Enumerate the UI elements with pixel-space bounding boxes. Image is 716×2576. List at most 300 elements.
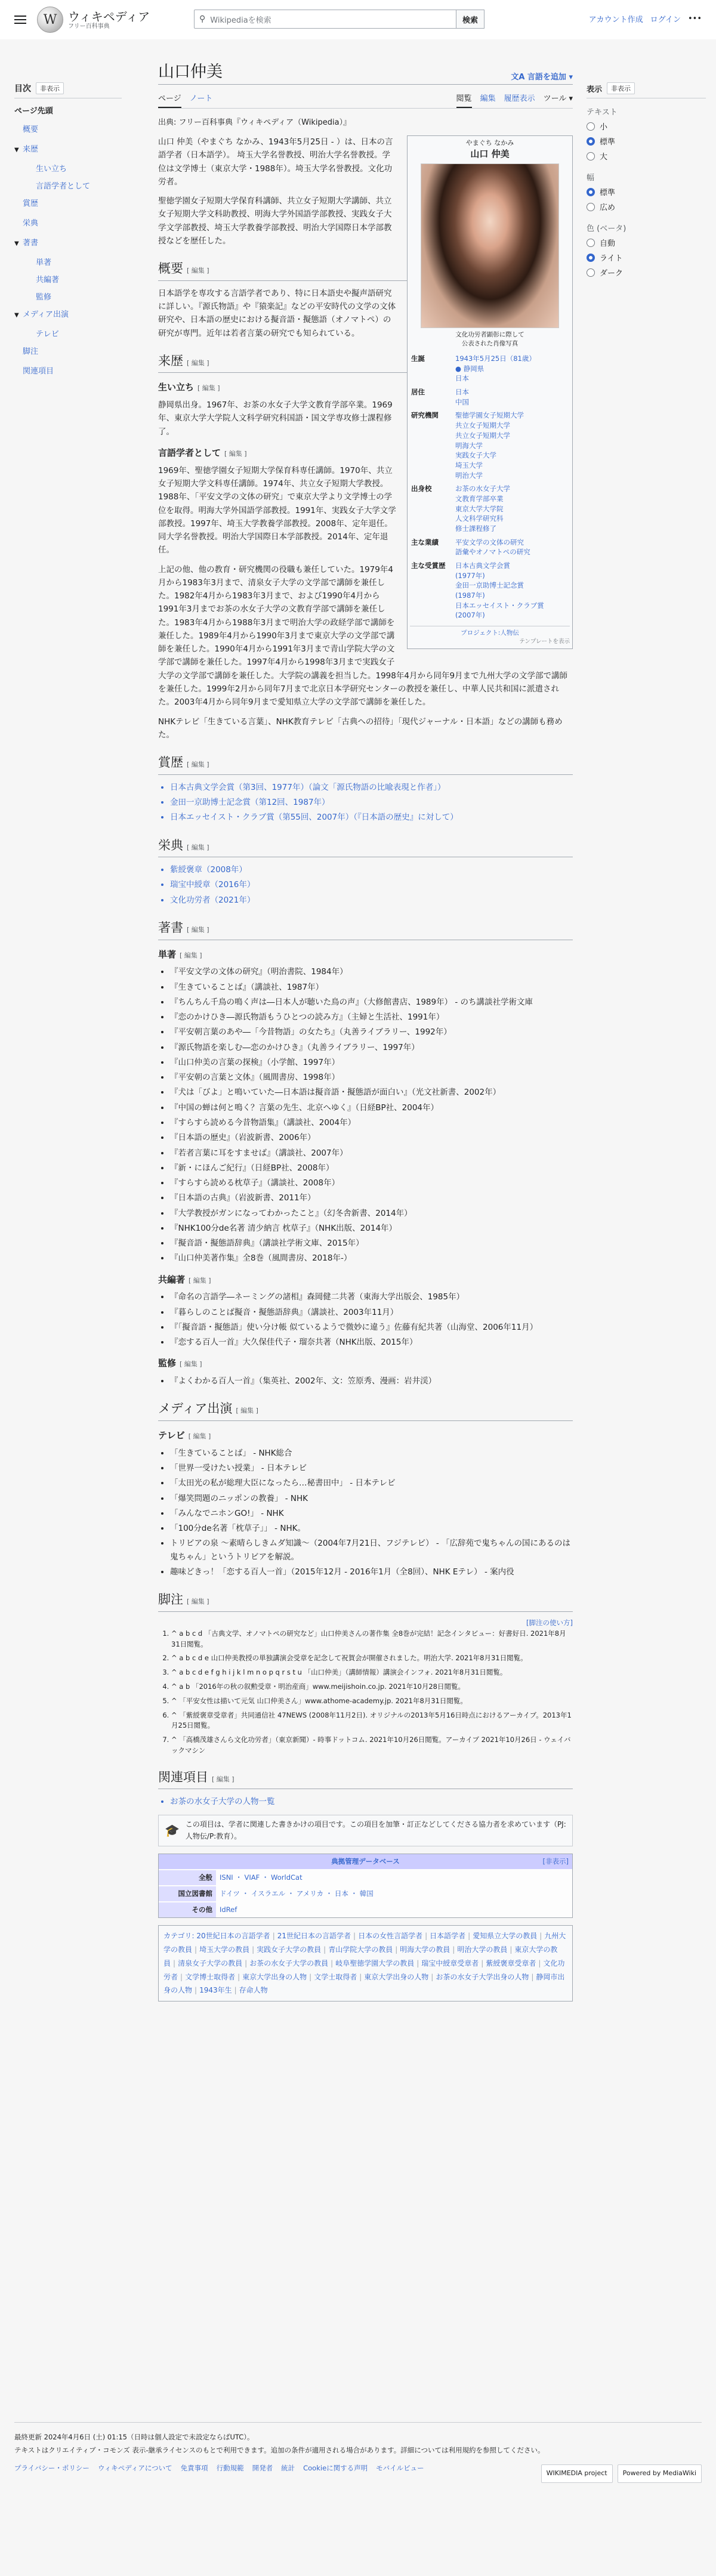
heading-tv: テレビ [ 編集 ] [158,1430,211,1441]
coedit-item[interactable]: • 『命名の言語学―ネーミングの諸相』森岡健二共著（東海大学出版会、1985年） [170,1290,573,1304]
category-separator: | [359,1972,362,1981]
book-item[interactable]: • 『擬音語・擬態語辞典』（講談社学術文庫、2015年） [170,1237,573,1250]
book-item[interactable]: • 『すらすら読める枕草子』（講談社、2008年） [170,1176,573,1190]
category-link[interactable]: 21世紀日本の言語学者 [277,1932,351,1941]
radio-button[interactable] [587,268,595,277]
footer-link[interactable]: Cookieに関する声明 [303,2463,368,2472]
toc-item[interactable] [14,217,122,228]
honors-list [158,863,573,907]
appearance-group-label: 色 (ベータ) [587,224,626,233]
reference-item[interactable]: 1. ^ a b c d 「古典文学、オノマトペの研究など」山口仲美さんの著作集 全8巻が完結！記念インタビュー：好書好日. 2021年8月31日閲覧。 [171,1629,573,1650]
honor-item[interactable]: • 文化功労者（2021年） [170,894,573,907]
stub-text: この項目は、学者に関連した書きかけの項目です。この項目を加筆・訂正などしてくださる協力者を求めています（PJ:人物伝/P:教育）。 [185,1820,566,1840]
book-item[interactable]: • 『恋のかけひき―源氏物語もうひとつの読み方』（主婦と生活社、1991年） [170,1011,573,1024]
supervise-list [158,1375,573,1388]
coedit-item[interactable]: • 『暮らしのことば擬音・擬態語辞典』（講談社、2003年11月） [170,1306,573,1319]
category-separator: | [195,1986,197,1995]
book-item[interactable]: • 『平安朝言葉のあや―「今昔物語」の女たち』（丸善ライブラリー、1992年） [170,1026,573,1039]
category-link[interactable]: お茶の水女子大学出身の人物 [436,1972,529,1981]
appearance-option-label: 広め [600,203,616,212]
edit-link[interactable]: [ 編集 ] [212,1775,234,1783]
add-language-label: 言語を追加 [527,73,566,82]
infobox-value-line[interactable]: 日本 [455,374,469,383]
search-form [194,10,484,29]
toc-item[interactable] [14,365,122,376]
toc-item-label: 来歴 [23,145,39,154]
search-button[interactable]: 検索 [456,10,484,29]
category-link[interactable]: 岐阜聖徳学園大学の教員 [335,1959,415,1967]
toc-list [14,123,122,376]
category-separator: | [539,1932,542,1941]
toc-item-label: 脚注 [23,347,39,356]
infobox-key: 主な業績 [411,538,439,546]
appearance-group [587,106,706,162]
infobox-ruby: やまぐち なかみ [465,139,514,147]
category-separator: | [395,1945,398,1954]
search-input[interactable] [194,10,456,29]
category-separator: | [510,1945,513,1954]
source-note: 出典: フリー百科事典『ウィキペディア（Wikipedia）』 [158,118,351,127]
edit-link[interactable]: [ 編集 ] [187,843,209,851]
radio-button[interactable] [587,188,595,196]
coedit-item[interactable]: • 『「擬音語・擬態語」使い分け帳 似ているようで微妙に違う』佐藤有紀共著（山海堂、2006年11月） [170,1321,573,1334]
infobox-value-line[interactable]: 埼玉大学 [455,461,483,470]
awards-list [158,781,573,824]
heading-books: 単著 [ 編集 ] [158,949,202,960]
infobox-value-line[interactable]: 語彙やオノマトペの研究 [455,548,530,557]
toc-item[interactable] [14,256,122,267]
infobox-value-line[interactable]: 明治大学 [455,471,483,480]
award-item[interactable]: • 金田一京助博士記念賞（第12回、1987年） [170,796,573,809]
book-item[interactable]: • 『日本語の歴史』（岩波新書、2006年） [170,1131,573,1144]
infobox-rows [410,352,570,622]
appearance-option[interactable] [587,121,706,132]
footer-link[interactable]: 統計 [281,2463,295,2472]
category-separator: | [245,1959,248,1967]
footer-last-modified: 最終更新 2024年4月6日 (土) 01:15（日時は個人設定で未設定ならばUTC）。 [14,2433,254,2441]
notes-usage-link[interactable]: [脚注の使い方] [526,1618,573,1627]
category-link[interactable]: 日本の女性言語学者 [358,1932,423,1941]
overview-text: 日本語学を専攻する言語学者であり、特に日本語史や擬声語研究に詳しい。『源氏物語』や『猿楽記』などの平安時代の文学の文体研究や、日本語の歴史における擬音語・擬態語（オノマトペ）の研究が専門。近年は若者言葉の研究でも知られている。 [158,288,396,338]
appearance-title: 表示 [587,85,603,94]
tv-item[interactable]: • 趣味どきっ！「恋する百人一首」（2015年12月 - 2016年1月（全8回）、NHK Eテレ） - 案内役 [170,1565,573,1579]
toc-item-label: メディア出演 [23,310,69,319]
infobox-value [455,561,569,620]
category-separator: | [309,1972,312,1981]
linguist-text-2: 上記の他、他の教育・研究機関の役職も兼任していた。1979年4月から1983年3月まで、清泉女子大学の文学部で講師を兼任した。1982年4月から1983年3月まで、および1990年4月から1991年3月までお茶の水女子大学の文教育学部で講師を兼任した。1983年4月から1988年3月まで明治大学の政経学部で講師を兼任した。1989年4月から1990年3月まで東京大学の文学部で講師を兼任した。1990年4月から1991年3月まで青山学院大学の文学部で講師を兼任した。1997年4月から1998年3月まで実践女子大学の文学部で講師を兼任した。大学院の講義を担当した。1998年4月から同年9月まで九州大学の文学部で講師を兼任した。1999年2月から同年7月まで北京日本学研究センターの教授を兼任し、中華人民共和国に派遣された。2003年4月から同年9月まで愛知県立大学の文学部で講師を兼任した。 [158,564,568,708]
infobox-project-link[interactable]: プロジェクト:人物伝 [410,626,570,638]
book-item[interactable]: • 『若者言葉に耳をすませば』（講談社、2007年） [170,1147,573,1160]
category-separator: | [481,1959,484,1967]
tab-history[interactable]: 履歴表示 [504,94,535,103]
toc-item[interactable] [14,180,122,191]
coedit-list [158,1290,573,1349]
toc-item-label: 共編著 [36,276,60,285]
heading-linguist: 言語学者として [ 編集 ] [158,447,247,459]
toc-item[interactable] [14,291,122,302]
category-link[interactable]: 20世紀日本の言語学者 [196,1932,270,1941]
navbox-toggle[interactable]: [非表示] [542,1857,569,1866]
book-item[interactable]: • 『中国の蝉は何と鳴く？言葉の先生、北京へゆく』（日経BP社、2004年） [170,1101,573,1114]
footer-link[interactable]: 免責事項 [180,2463,208,2472]
appearance-groups [587,106,706,278]
footer-link[interactable]: プライバシー・ポリシー [14,2463,90,2472]
category-items [163,1932,566,1994]
category-separator: | [353,1932,356,1941]
edit-link[interactable]: [ 編集 ] [187,1598,209,1606]
category-link[interactable]: 紫綬褒章受章者 [486,1959,536,1967]
infobox-row [410,409,570,482]
edit-link[interactable]: [ 編集 ] [224,450,247,458]
book-item[interactable]: • 『平安文学の文体の研究』（明治書院、1984年） [170,965,573,978]
infobox-row [410,385,570,409]
infobox-value [455,538,569,557]
tv-list [158,1447,573,1579]
toc-item-label: テレビ [36,330,59,339]
infobox-key: 生誕 [411,354,425,363]
category-link[interactable]: 東京大学出身の人物 [242,1972,307,1981]
category-link[interactable]: 東京大学の教員 [163,1945,558,1967]
infobox-value [455,410,569,480]
infobox-template-link[interactable]: テンプレートを表示 [519,638,570,645]
edit-link[interactable]: [ 編集 ] [197,384,220,393]
toc-item-label: 言語学者として [36,182,91,191]
category-separator: | [252,1945,255,1954]
infobox-value-line[interactable]: 日本 [455,388,469,397]
infobox-value-line[interactable]: 明海大学 [455,441,483,450]
radio-button[interactable] [587,254,595,262]
reference-item[interactable]: 4. ^ a b 「2016年の秋の叙勲受章・明治産商」www.meijishoin.co.jp. 2021年10月28日閲覧。 [171,1682,573,1692]
infobox-value-line[interactable]: 共立女子短期大学 [455,421,510,430]
create-account-link[interactable]: アカウント作成 [588,16,643,24]
upbringing-text: 静岡県出身。1967年、お茶の水女子大学文教育学部卒業。1969年、東京大学大学院人文科学研究科国語・国文学専攻修士課程修了。 [158,400,393,437]
tools-dropdown[interactable]: ツール ▾ [543,94,573,103]
menu-icon[interactable] [14,16,26,24]
wikimedia-badge[interactable]: WIKIMEDIA project [541,2464,613,2483]
appearance-option-label: 小 [600,123,608,132]
footer-license: テキストはクリエイティブ・コモンズ 表示-継承ライセンスのもとで利用できます。追加の条件が適用される場合があります。詳細については利用規約を参照してください。 [14,2445,545,2454]
page-tabs [158,88,573,109]
edit-link[interactable]: [ 編集 ] [188,1432,211,1441]
infobox-value-line[interactable]: (1987年) [455,591,485,600]
category-link[interactable]: 1943年生 [199,1986,232,1995]
infobox-value-line[interactable]: (1977年) [455,571,485,580]
infobox-key: 出身校 [411,484,432,493]
category-separator: | [468,1932,471,1941]
footer-link[interactable]: 行動規範 [216,2463,244,2472]
category-link[interactable]: 日本語学者 [430,1932,466,1941]
coedit-item[interactable]: • 『恋する百人一首』大久保佳代子・瑠奈共著（NHK出版、2015年） [170,1336,573,1349]
book-item[interactable]: • 『新・にほんご紀行』（日経BP社、2008年） [170,1162,573,1175]
category-box [158,1925,573,2002]
category-link[interactable]: 九州大学の教員 [163,1932,566,1954]
toc-item-label: 概要 [23,125,39,134]
appearance-option[interactable] [587,135,706,147]
toc-item-label: 監修 [36,293,52,302]
infobox-value [455,354,569,384]
category-link[interactable]: お茶の水女子大学の教員 [249,1959,329,1967]
related-list [158,1795,573,1808]
appearance-option-label: 大 [600,153,608,162]
edit-link[interactable]: [ 編集 ] [187,359,209,367]
edit-link[interactable]: [ 編集 ] [180,1360,202,1369]
edit-link[interactable]: [ 編集 ] [189,1276,211,1284]
category-link[interactable]: 文学士取得者 [314,1972,357,1981]
infobox-value-line[interactable]: 日本古典文学会賞 [455,561,510,570]
toc-item[interactable] [14,197,122,208]
infobox-value-line[interactable]: 人文科学研究科 [455,514,504,523]
infobox-name: 山口 仲美 [470,148,510,159]
appearance-group-label: 幅 [587,174,595,183]
reference-item[interactable]: 5. ^ 「平安女性は描いて元気 山口仲美さん」www.athome-academy.jp. 2021年8月31日閲覧。 [171,1696,573,1707]
infobox-row [410,352,570,385]
reference-item[interactable]: 2. ^ a b c d e 山口仲美教授の単独講演会受章を記念して祝賀会が開催されました。明治大学. 2021年8月31日閲覧。 [171,1653,573,1664]
category-separator: | [180,1972,183,1981]
heading-overview: 概要 [ 編集 ] [158,258,573,281]
supervise-item[interactable]: • 『よくわかる百人一首』（集英社、2002年、文：笠原秀、漫画：岩井渓） [170,1375,573,1388]
infobox-value-line[interactable]: 文教育学部卒業 [455,494,504,503]
infobox-key: 研究機関 [411,411,439,420]
add-language-button[interactable]: 文A 言語を追加 ▾ [511,73,573,82]
caret-icon[interactable]: ▼ [14,312,19,319]
categories-label[interactable]: カテゴリ: [163,1932,195,1941]
award-item[interactable]: • 日本古典文学会賞（第3回、1977年）（論文「源氏物語の比喩表現と作者」） [170,781,573,794]
heading-related: 関連項目 [ 編集 ] [158,1767,573,1790]
infobox-value-line[interactable]: 日本エッセイスト・クラブ賞 [455,601,544,610]
appearance-option-label: 標準 [600,138,616,147]
appearance-group [587,171,706,212]
caret-icon[interactable]: ▼ [14,147,19,153]
appearance-option-label: ダーク [600,269,624,278]
category-link[interactable]: 清泉女子大学の教員 [178,1959,243,1967]
category-separator: | [416,1959,419,1967]
radio-button[interactable] [587,122,595,131]
toc-item[interactable] [14,123,122,134]
toc-item[interactable] [14,162,122,174]
book-item[interactable]: • 『山口仲美の言葉の探検』（小学館、1997年） [170,1056,573,1069]
tv-item[interactable]: • 「生きていることば」 - NHK総合 [170,1447,573,1460]
related-item[interactable]: • お茶の水女子大学の人物一覧 [170,1795,573,1808]
toc-item-label: 単著 [36,258,52,267]
infobox-value-line[interactable]: お茶の水女子大学 [455,484,510,493]
toc-item-label: 栄典 [23,219,39,228]
footer-link[interactable]: モバイルビュー [376,2463,424,2472]
edit-link[interactable]: [ 編集 ] [187,925,209,934]
book-item[interactable]: • 『大学教授がガンになってわかったこと』（幻冬舎新書、2014年） [170,1207,573,1220]
user-links [589,13,702,24]
logo-title: ウィキペディア [68,9,150,24]
award-item[interactable]: • 日本エッセイスト・クラブ賞（第55回、2007年）（『日本語の歴史』に対して） [170,811,573,824]
login-link[interactable]: ログイン [650,16,681,24]
toc-item[interactable] [14,273,122,285]
linguist-text-3: NHKテレビ「生きている言葉」、NHK教育テレビ「古典への招待」「現代ジャーナル・日本語」などの講師も務めた。 [158,716,563,740]
category-separator: | [237,1972,240,1981]
tv-item[interactable]: • 「太田光の私が総理大臣になったら…秘書田中」 - 日本テレビ [170,1477,573,1490]
infobox-caption: 文化功労者顕彰に際して 公表された肖像写真 [455,331,524,347]
heading-history: 来歴 [ 編集 ] [158,351,573,373]
books-list [158,965,573,1265]
category-link[interactable]: 埼玉大学の教員 [199,1945,250,1954]
toc-item[interactable] [14,328,122,339]
book-item[interactable]: • 『山口仲美著作集』全8巻（風間書房、2018年-） [170,1252,573,1265]
appearance-option[interactable] [587,267,706,278]
heading-honors: 栄典 [ 編集 ] [158,835,573,858]
tv-item[interactable]: • 「みんなでニホンGO!」 - NHK [170,1507,573,1520]
heading-media: メディア出演 [ 編集 ] [158,1398,573,1421]
edit-link[interactable]: [ 編集 ] [187,267,209,275]
book-item[interactable]: • 『生きていることば』（講談社、1987年） [170,981,573,994]
toc-title: 目次 [14,84,31,94]
tv-item[interactable]: • 「世界一受けたい授業」 - 日本テレビ [170,1462,573,1475]
reference-item[interactable]: 6. ^ 「紫綬褒章受章者」共同通信社 47NEWS (2008年11月2日). オリジナルの2013年5月16日時点におけるアーカイブ。2013年1月25日閲覧。 [171,1710,573,1732]
heading-coedit: 共編著 [ 編集 ] [158,1274,211,1285]
category-link[interactable]: 文学博士取得者 [185,1972,236,1981]
book-item[interactable]: • 『犬は「びよ」と鳴いていた―日本語は擬音語・擬態語が面白い』（光文社新書、2002年） [170,1086,573,1099]
toc-item[interactable] [14,236,122,248]
infobox [407,135,573,649]
radio-button[interactable] [587,152,595,160]
reference-item[interactable]: 3. ^ a b c d e f g h i j k l m n o p q r s t u 「山口仲美」（講師情報）講演会インフォ. 2021年8月31日閲覧。 [171,1667,573,1678]
category-link[interactable]: 愛知県立大学の教員 [473,1932,538,1941]
book-item[interactable]: • 『すらすら読める今昔物語集』（講談社、2004年） [170,1116,573,1129]
book-item[interactable]: • 『NHK100分de名著 清少納言 枕草子』（NHK出版、2014年） [170,1222,573,1235]
portrait-photo[interactable] [421,163,559,328]
category-link[interactable]: 存命人物 [239,1986,268,1995]
edit-link[interactable]: [ 編集 ] [180,951,202,959]
infobox-value-line[interactable]: 共立女子短期大学 [455,431,510,440]
heading-supervise: 監修 [ 編集 ] [158,1358,202,1369]
infobox-value-line[interactable]: 平安文学の文体の研究 [455,538,524,546]
infobox-value-line[interactable]: ● 静岡県 [455,364,484,373]
page-title: 山口仲美 [158,63,223,81]
toc-hide-button[interactable]: 非表示 [36,82,64,94]
infobox-value-line[interactable]: 修士課程修了 [455,524,496,533]
category-link[interactable]: 青山学院大学の教員 [328,1945,393,1954]
infobox-value-line[interactable]: 1943年5月25日（81歳） [455,354,536,363]
toc-top-link[interactable]: ページ先頭 [14,107,53,116]
footer [14,2422,702,2475]
tv-item[interactable]: • トリビアの泉 〜素晴らしきムダ知識〜（2004年7月21日、フジテレビ） - 「広辞苑で鬼ちゃんの国にあるのは鬼ちゃん」というトリビアを解説。 [170,1537,573,1564]
tab-page[interactable]: ページ [158,88,181,108]
category-separator: | [538,1959,541,1967]
book-item[interactable]: • 『源氏物語を楽しむ―恋のかけひき』（丸善ライブラリー、1997年） [170,1041,573,1054]
edit-link[interactable]: [ 編集 ] [187,761,209,769]
tv-item[interactable]: • 「爆笑問題のニッポンの教養」 - NHK [170,1492,573,1505]
logo-subtitle: フリー百科事典 [68,23,110,30]
tab-talk[interactable]: ノート [189,94,213,103]
category-separator: | [452,1945,455,1954]
infobox-row [410,482,570,535]
more-icon[interactable]: ••• [687,14,702,23]
references [158,1618,573,1756]
graduation-cap-icon: 🎓 [165,1823,180,1838]
toc-item[interactable] [14,143,122,154]
appearance-option-label: ライト [600,254,623,263]
honor-item[interactable]: • 紫綬褒章（2008年） [170,863,573,876]
table-of-contents [14,82,122,384]
appearance-option-label: 標準 [600,189,616,197]
category-separator: | [323,1945,326,1954]
category-link[interactable]: 明治大学の教員 [457,1945,508,1954]
toc-item-label: 著書 [23,239,39,248]
navbox-value[interactable]: ドイツ ・ イスラエル ・ アメリカ ・ 日本 ・ 韓国 [220,1889,374,1898]
category-separator: | [234,1986,237,1995]
toc-item[interactable] [14,345,122,356]
category-link[interactable]: 明海大学の教員 [400,1945,450,1954]
navbox-key: その他 [159,1902,216,1917]
category-link[interactable]: 瑞宝中綬章受章者 [421,1959,479,1967]
tv-item[interactable]: • 「100分de名著「枕草子」」 - NHK。 [170,1522,573,1535]
toc-item-label: 関連項目 [23,367,54,376]
infobox-value-line[interactable]: 聖徳学園女子短期大学 [455,411,524,420]
authority-control-navbox [158,1854,573,1918]
radio-button[interactable] [587,239,595,247]
appearance-group [587,222,706,278]
appearance-option[interactable] [587,252,706,263]
toc-item[interactable] [14,308,122,319]
stub-notice [158,1815,573,1847]
category-link[interactable]: 文化功労者 [163,1959,565,1981]
infobox-value-line[interactable]: 金田一京助博士記念賞 [455,581,524,590]
mediawiki-badge[interactable]: Powered by MediaWiki [618,2464,702,2483]
logo-text[interactable] [68,10,150,30]
footer-link[interactable]: 開発者 [252,2463,273,2472]
appearance-option[interactable] [587,150,706,162]
appearance-hide-button[interactable]: 非表示 [607,82,635,94]
tab-edit[interactable]: 編集 [480,94,496,103]
edit-link[interactable]: [ 編集 ] [236,1407,258,1415]
appearance-panel [587,82,706,288]
book-item[interactable]: • 『ちんちん千鳥の鳴く声は―日本人が聴いた鳥の声』（大修館書店、1989年） - のち講談社学術文庫 [170,996,573,1009]
category-link[interactable]: 実践女子大学の教員 [257,1945,322,1954]
navbox-title[interactable]: 典拠管理データベース [331,1857,400,1866]
caret-icon[interactable]: ▼ [14,240,19,247]
category-separator: | [531,1972,534,1981]
footer-link[interactable]: ウィキペディアについて [97,2463,172,2472]
tab-read[interactable]: 閲覧 [456,88,472,108]
navbox-row [159,1901,572,1917]
appearance-option[interactable] [587,237,706,248]
book-item[interactable]: • 『平安朝の言葉と文体』（風間書房、1998年） [170,1071,573,1084]
reference-item[interactable]: 7. ^ 「高橋茂雄さんら文化功労者」（東京新聞）- 時事ドットコム. 2021年10月26日閲覧。アーカイブ 2021年10月26日 - ウェイバックマシン [171,1735,573,1756]
infobox-value-line[interactable]: 実践女子大学 [455,451,496,460]
appearance-option[interactable] [587,201,706,212]
appearance-group-label: テキスト [587,108,618,117]
infobox-value-line[interactable]: (2007年) [455,611,485,620]
main-content [158,58,573,2002]
infobox-key: 居住 [411,388,425,397]
category-separator: | [195,1945,197,1954]
book-item[interactable]: • 『日本語の古典』（岩波新書、2011年） [170,1191,573,1204]
heading-notes: 脚注 [ 編集 ] [158,1589,573,1612]
appearance-option-label: 自動 [600,239,616,248]
radio-button[interactable] [587,137,595,146]
wikipedia-logo-icon[interactable]: W [37,7,63,33]
appearance-option[interactable] [587,186,706,197]
navbox-key: 全般 [159,1870,216,1885]
navbox-value[interactable]: IdRef [220,1905,237,1914]
infobox-value-line[interactable]: 東京大学大学院 [455,504,504,513]
infobox-value [455,387,569,407]
navbox-row [159,1869,572,1885]
intro-paragraph-2: 聖徳学園女子短期大学保育科講師、共立女子短期大学講師、共立女子短期大学文科助教授、明海大学外国語学部教授、実践女子大学文学部教授、埼玉大学教養学部教授、明治大学国際日本学部教授などを歴任した。 [158,196,392,246]
category-link[interactable]: 静岡市出身の人物 [163,1972,565,1995]
infobox-value-line[interactable]: 中国 [455,397,469,406]
radio-button[interactable] [587,203,595,211]
navbox-value[interactable]: ISNI ・ VIAF ・ WorldCat [220,1873,303,1882]
honor-item[interactable]: • 瑞宝中綬章（2016年） [170,878,573,891]
category-link[interactable]: 東京大学出身の人物 [364,1972,429,1981]
